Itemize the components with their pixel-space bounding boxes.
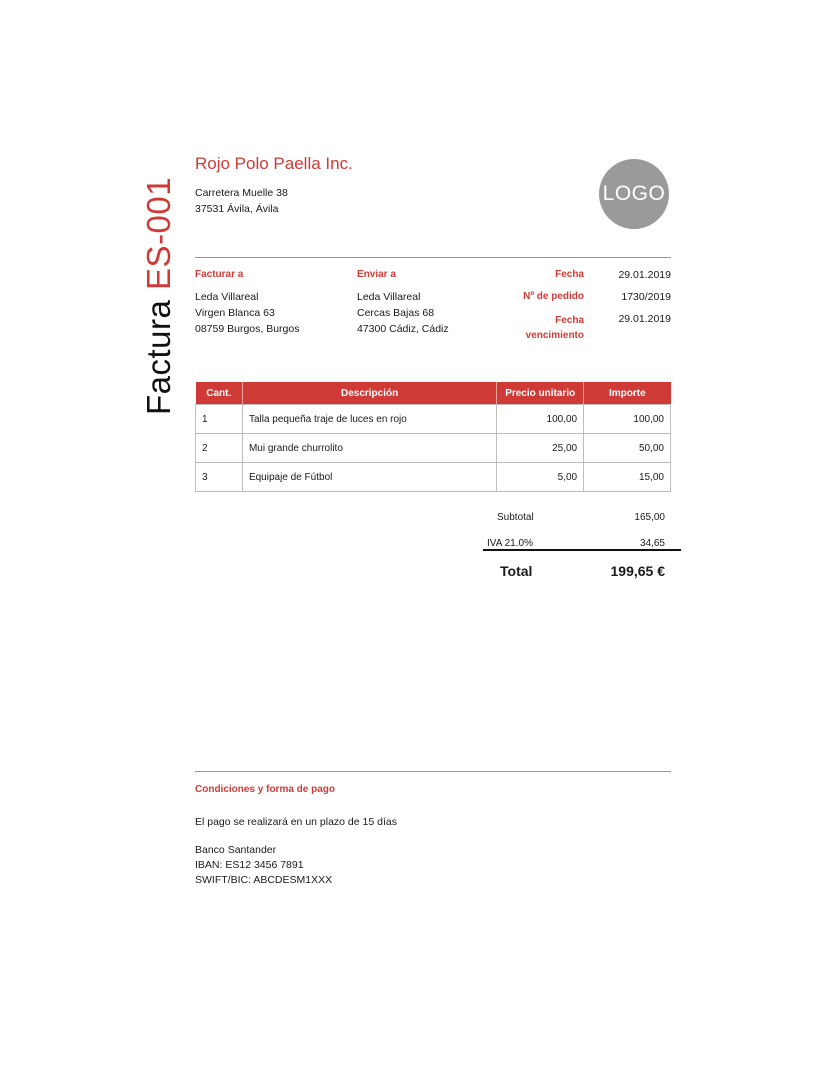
subtotal-value: 165,00 <box>634 512 665 523</box>
bill-to-name: Leda Villareal <box>195 291 259 303</box>
company-logo <box>599 159 669 229</box>
company-address-line2: 37531 Ávila, Ávila <box>195 203 279 215</box>
table-row <box>196 405 671 434</box>
row-qty: 1 <box>196 405 243 434</box>
table-row <box>196 434 671 463</box>
date-value: 29.01.2019 <box>618 269 671 281</box>
items-header-row <box>196 382 671 405</box>
total-label: Total <box>500 563 533 579</box>
terms-heading: Condiciones y forma de pago <box>195 784 336 795</box>
company-name: Rojo Polo Paella Inc. <box>195 154 353 173</box>
invoice-title-word: Factura <box>140 299 177 415</box>
invoice-number: ES-001 <box>140 176 177 290</box>
header-qty: Cant. <box>196 382 243 405</box>
items-table <box>195 382 671 492</box>
header-amount: Importe <box>584 382 671 405</box>
row-qty: 3 <box>196 463 243 492</box>
due-date-label <box>484 313 584 343</box>
bill-to-line2: 08759 Burgos, Burgos <box>195 323 300 335</box>
payment-note: El pago se realizará en un plazo de 15 días <box>195 816 397 828</box>
row-amount: 15,00 <box>584 463 671 492</box>
header-unit-price: Precio unitario <box>497 382 584 405</box>
header-description: Descripción <box>242 382 496 405</box>
row-amount: 100,00 <box>584 405 671 434</box>
ship-to-block <box>357 289 449 337</box>
row-amount: 50,00 <box>584 434 671 463</box>
due-date-label-line1: Fecha <box>555 315 584 326</box>
company-address <box>195 185 288 217</box>
bill-to-line1: Virgen Blanca 63 <box>195 307 275 319</box>
bank-iban: IBAN: ES12 3456 7891 <box>195 859 304 871</box>
bank-details <box>195 843 332 888</box>
row-unit-price: 25,00 <box>497 434 584 463</box>
logo-text: LOGO <box>602 182 666 205</box>
ship-to-line2: 47300 Cádiz, Cádiz <box>357 323 449 335</box>
date-label: Fecha <box>555 269 584 280</box>
row-description: Equipaje de Fútbol <box>242 463 496 492</box>
order-label: Nº de pedido <box>523 291 584 302</box>
total-value: 199,65 € <box>610 563 665 579</box>
totals-divider <box>483 549 681 551</box>
footer-divider <box>195 771 671 772</box>
row-description: Mui grande churrolito <box>242 434 496 463</box>
row-qty: 2 <box>196 434 243 463</box>
due-date-value: 29.01.2019 <box>618 313 671 325</box>
bill-to-block <box>195 289 300 337</box>
order-value: 1730/2019 <box>621 291 671 303</box>
row-description: Talla pequeña traje de luces en rojo <box>242 405 496 434</box>
header-divider <box>195 257 671 258</box>
due-date-label-line2: vencimiento <box>525 330 584 341</box>
bank-name: Banco Santander <box>195 844 277 856</box>
table-row <box>196 463 671 492</box>
tax-label: IVA 21.0% <box>487 538 533 549</box>
tax-value: 34,65 <box>639 538 665 549</box>
ship-to-line1: Cercas Bajas 68 <box>357 307 435 319</box>
ship-to-name: Leda Villareal <box>357 291 421 303</box>
company-address-line1: Carretera Muelle 38 <box>195 187 288 199</box>
row-unit-price: 5,00 <box>497 463 584 492</box>
invoice-title <box>140 177 178 415</box>
row-unit-price: 100,00 <box>497 405 584 434</box>
ship-to-label: Enviar a <box>357 269 396 280</box>
bill-to-label: Facturar a <box>195 269 244 280</box>
subtotal-label: Subtotal <box>497 512 534 523</box>
bank-swift: SWIFT/BIC: ABCDESM1XXX <box>195 874 333 886</box>
